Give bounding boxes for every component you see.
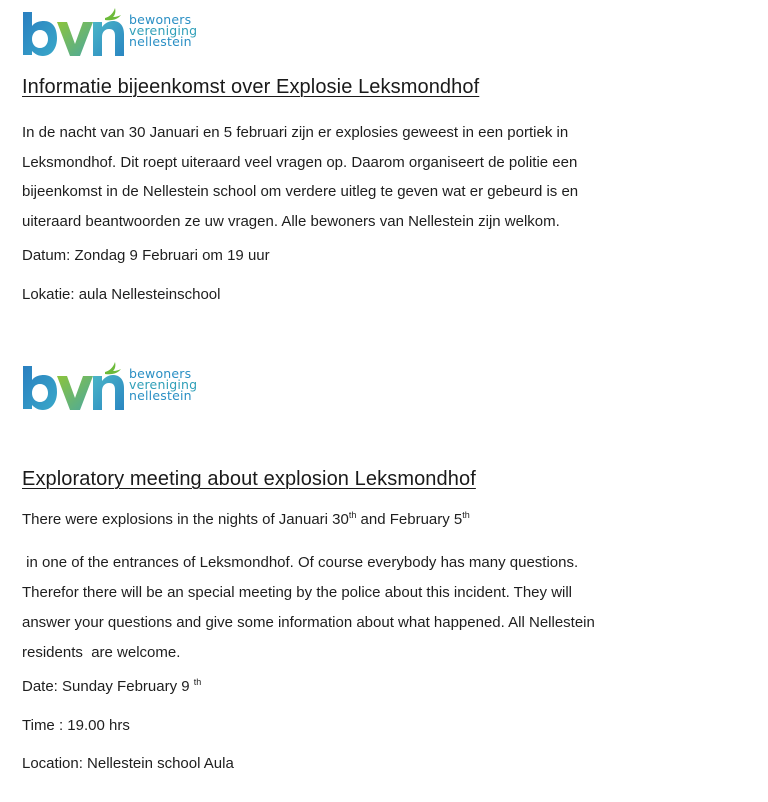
dutch-date: Datum: Zondag 9 Februari om 19 uur	[22, 247, 270, 264]
english-location: Location: Nellestein school Aula	[22, 755, 234, 772]
dutch-heading: Informatie bijeenkomst over Explosie Leksmondhof	[22, 76, 480, 98]
ordinal-suffix: th	[462, 510, 470, 520]
logo-wordmark	[129, 368, 197, 401]
dutch-body-line: Leksmondhof. Dit roept uiteraard veel vragen op. Daarom organiseert de politie een	[22, 153, 578, 171]
english-body-line: answer your questions and give some information about what happened. All Nellestein	[22, 614, 595, 631]
english-time: Time : 19.00 hrs	[22, 717, 130, 734]
english-body-line: Therefor there will be an special meeting by the police about this incident. They will	[22, 584, 573, 601]
ordinal-suffix: th	[193, 677, 202, 687]
english-body-line: in one of the entrances of Leksmondhof. Of course everybody has many questions.	[22, 554, 579, 571]
bird-icon	[105, 362, 121, 374]
dutch-location: Lokatie: aula Nellesteinschool	[22, 286, 221, 303]
logo-line-3: nellestein	[129, 34, 192, 49]
bird-icon	[105, 8, 121, 20]
logo-wordmark	[129, 14, 197, 47]
english-intro-text-b: and February 5	[360, 511, 463, 528]
logo-line-1: bewoners	[129, 366, 192, 381]
ordinal-suffix: th	[348, 510, 357, 520]
logo-line-2: vereniging	[129, 377, 198, 392]
english-body-line: residents are welcome.	[22, 644, 181, 661]
logo-line-1: bewoners	[129, 12, 192, 27]
dutch-body-line: In de nacht van 30 Januari en 5 februari zijn er explosies geweest in een portiek in	[22, 124, 569, 141]
english-body	[22, 548, 702, 668]
english-intro-line	[22, 511, 702, 528]
bvn-logo	[21, 360, 221, 412]
dutch-body-line: uiteraard beantwoorden ze uw vragen. Alle bewoners van Nellestein zijn welkom.	[22, 212, 560, 230]
bvn-logo-mark	[21, 360, 125, 412]
logo-line-2: vereniging	[129, 23, 198, 38]
english-intro-text-a: There were explosions in the nights of Januari 30	[22, 511, 349, 528]
english-date-text: Date: Sunday February 9	[22, 678, 190, 695]
bvn-logo	[21, 6, 221, 58]
dutch-body	[22, 118, 702, 236]
english-heading: Exploratory meeting about explosion Leksmondhof	[22, 468, 476, 490]
english-date	[22, 678, 702, 695]
dutch-body-line: bijeenkomst in de Nellestein school om verdere uitleg te geven wat er gebeurd is en	[22, 183, 579, 200]
logo-line-3: nellestein	[129, 388, 192, 403]
bvn-logo-mark	[21, 6, 125, 58]
